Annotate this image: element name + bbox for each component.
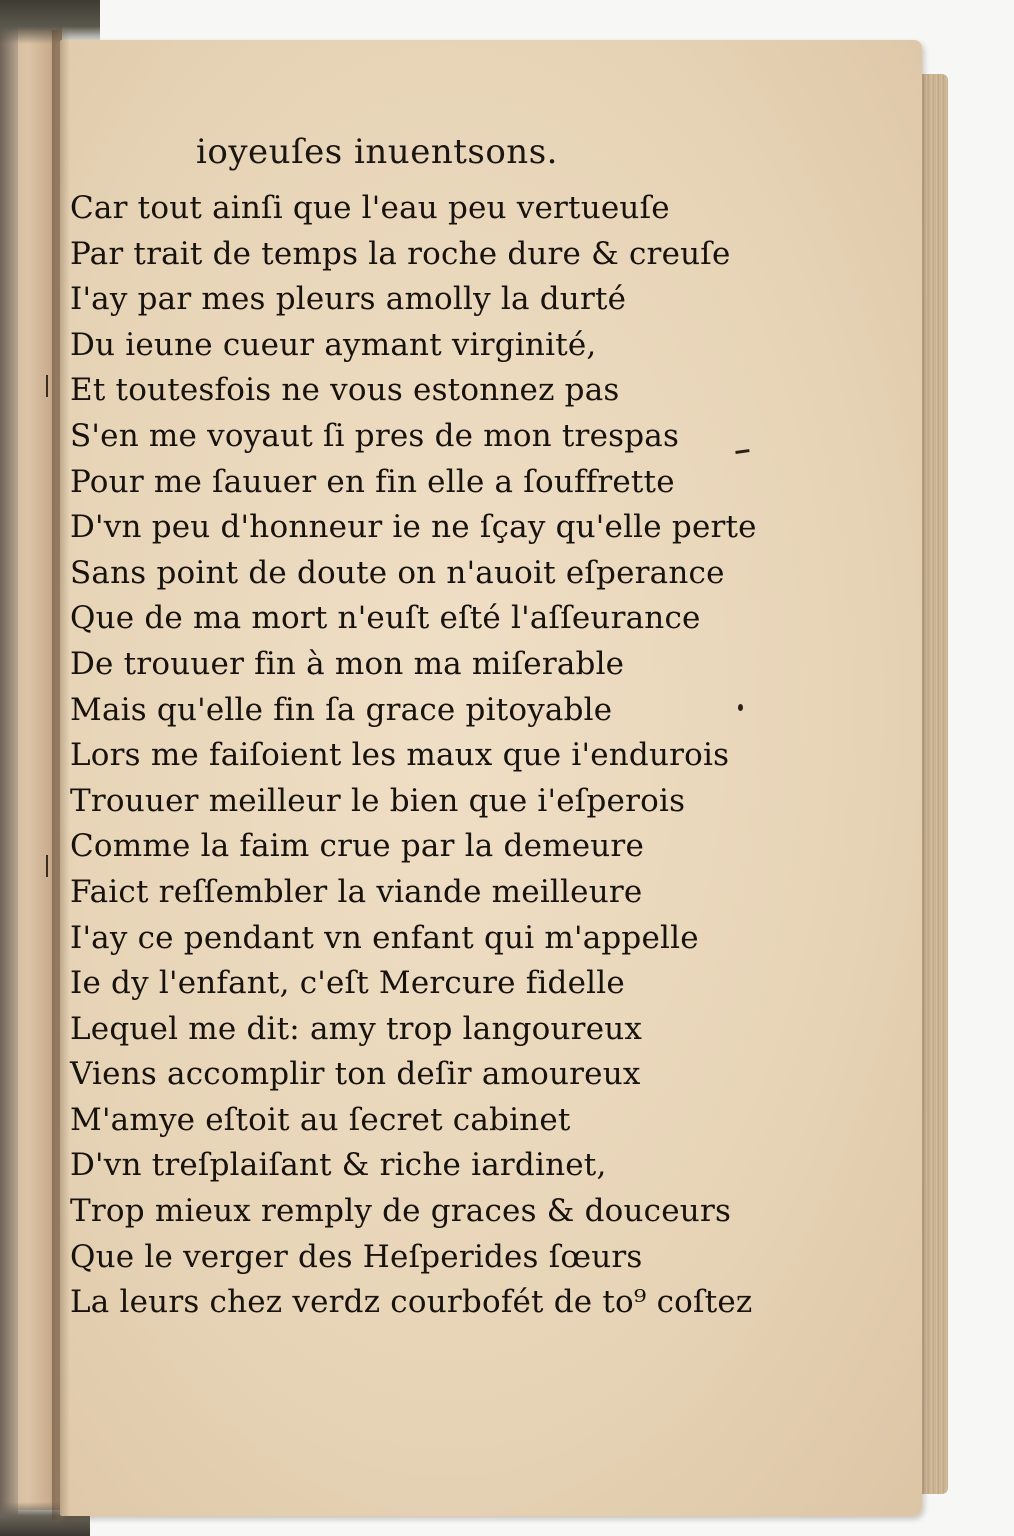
verse-line: D'vn treſplaiſant & riche iardinet, (70, 1147, 607, 1184)
verse-line: D'vn peu d'honneur ie ne ſçay qu'elle perte (70, 509, 757, 546)
verse-line: Ie dy l'enfant, c'eſt Mercure fidelle (70, 965, 625, 1002)
ink-mark (735, 449, 750, 462)
verse-line: M'amye eſtoit au ſecret cabinet (70, 1101, 571, 1138)
verse-line: Lequel me dit: amy trop langoureux (70, 1010, 643, 1047)
verse-line: Par trait de temps la roche dure & creuſe (70, 235, 731, 272)
verse-line: Lors me faiſoient les maux que i'endurois (70, 737, 730, 774)
binding-top (0, 0, 100, 44)
verse-line: Du ieune cueur aymant virginité, (70, 326, 597, 363)
verse-line: S'en me voyaut ſi pres de mon trespas (70, 417, 680, 454)
ink-dot (738, 704, 743, 711)
verse-line: Sans point de doute on n'auoit eſperance (70, 554, 725, 591)
verse-line: Car tout ainſi que l'eau peu vertueuſe (70, 190, 670, 226)
verse-line: Et toutesfois ne vous estonnez pas (70, 372, 620, 409)
verse-line: I'ay par mes pleurs amolly la durté (70, 281, 627, 318)
margin-bracket (46, 855, 52, 877)
verse-line: Mais qu'elle fin ſa grace pitoyable (70, 691, 613, 728)
verse-line: La leurs chez verdz courbofét de to⁹ coſtez (70, 1284, 753, 1321)
verse-line: Trouuer meilleur le bien que i'eſperois (70, 782, 686, 819)
verse-line: De trouuer fin à mon ma miſerable (70, 645, 625, 682)
verse-line: Viens accomplir ton deſir amoureux (70, 1056, 641, 1093)
verse-line: I'ay ce pendant vn enfant qui m'appelle (70, 919, 699, 956)
verse-line: Comme la faim crue par la demeure (70, 828, 644, 865)
left-page-edge (0, 0, 18, 1536)
verse-line: Trop mieux remply de graces & douceurs (70, 1193, 732, 1230)
running-head: ioyeuſes inuentsons. (196, 132, 558, 172)
verse-line: Faict reſſembler la viande meilleure (70, 873, 643, 910)
margin-bracket (46, 375, 52, 397)
verse-line: Que de ma mort n'euſt eſté l'aſſeurance (70, 600, 701, 637)
verse-line: Que le verger des Heſperides ſœurs (70, 1238, 643, 1275)
verse-text (70, 186, 770, 1326)
gutter-shadow (52, 30, 70, 1520)
verse-line: Pour me ſauuer en fin elle a ſouffrette (70, 463, 675, 500)
